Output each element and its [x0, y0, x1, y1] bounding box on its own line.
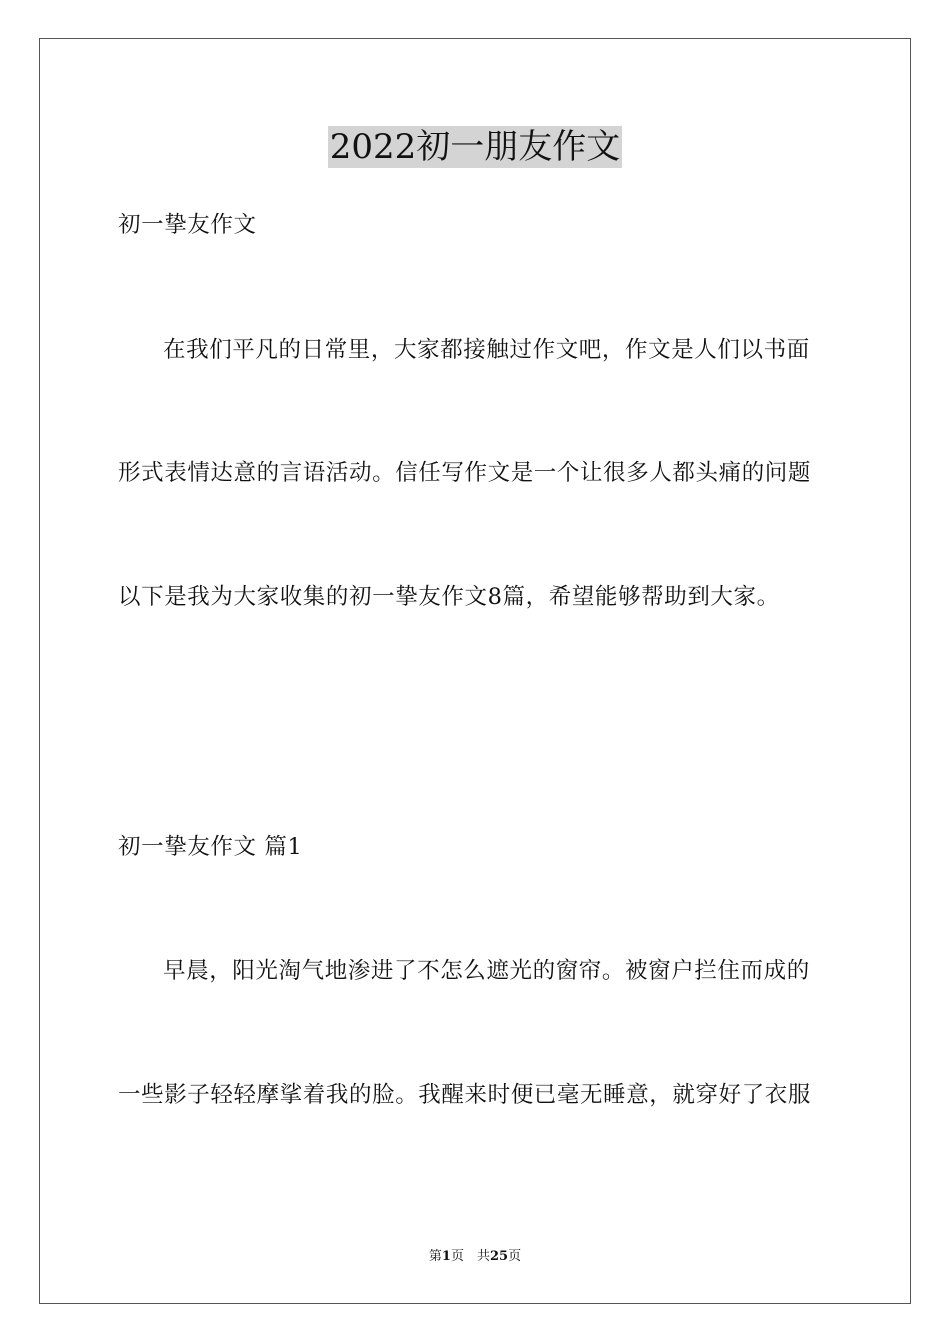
paragraph-line: 形式表情达意的言语活动。信任写作文是一个让很多人都头痛的问题	[118, 460, 812, 486]
footer-mid: 页 共	[450, 1249, 490, 1264]
section-heading: 初一挚友作文 篇1	[118, 834, 303, 860]
paragraph-line: 在我们平凡的日常里，大家都接触过作文吧，作文是人们以书面	[163, 337, 810, 363]
footer-total-pages: 25	[489, 1249, 509, 1264]
footer-suffix: 页	[508, 1249, 522, 1264]
paragraph-line: 以下是我为大家收集的初一挚友作文8篇，希望能够帮助到大家。	[118, 584, 780, 610]
paragraph-line: 早晨，阳光淘气地渗进了不怎么遮光的窗帘。被窗户拦住而成的	[163, 958, 810, 984]
document-title-row	[0, 126, 950, 168]
paragraph-line: 一些影子轻轻摩挲着我的脸。我醒来时便已毫无睡意，就穿好了衣服	[118, 1082, 812, 1108]
footer-current-page: 1	[441, 1249, 451, 1264]
document-title: 2022初一朋友作文	[329, 127, 621, 167]
section-heading: 初一挚友作文	[118, 212, 257, 238]
page-footer	[0, 1248, 950, 1266]
footer-prefix: 第	[428, 1249, 442, 1264]
